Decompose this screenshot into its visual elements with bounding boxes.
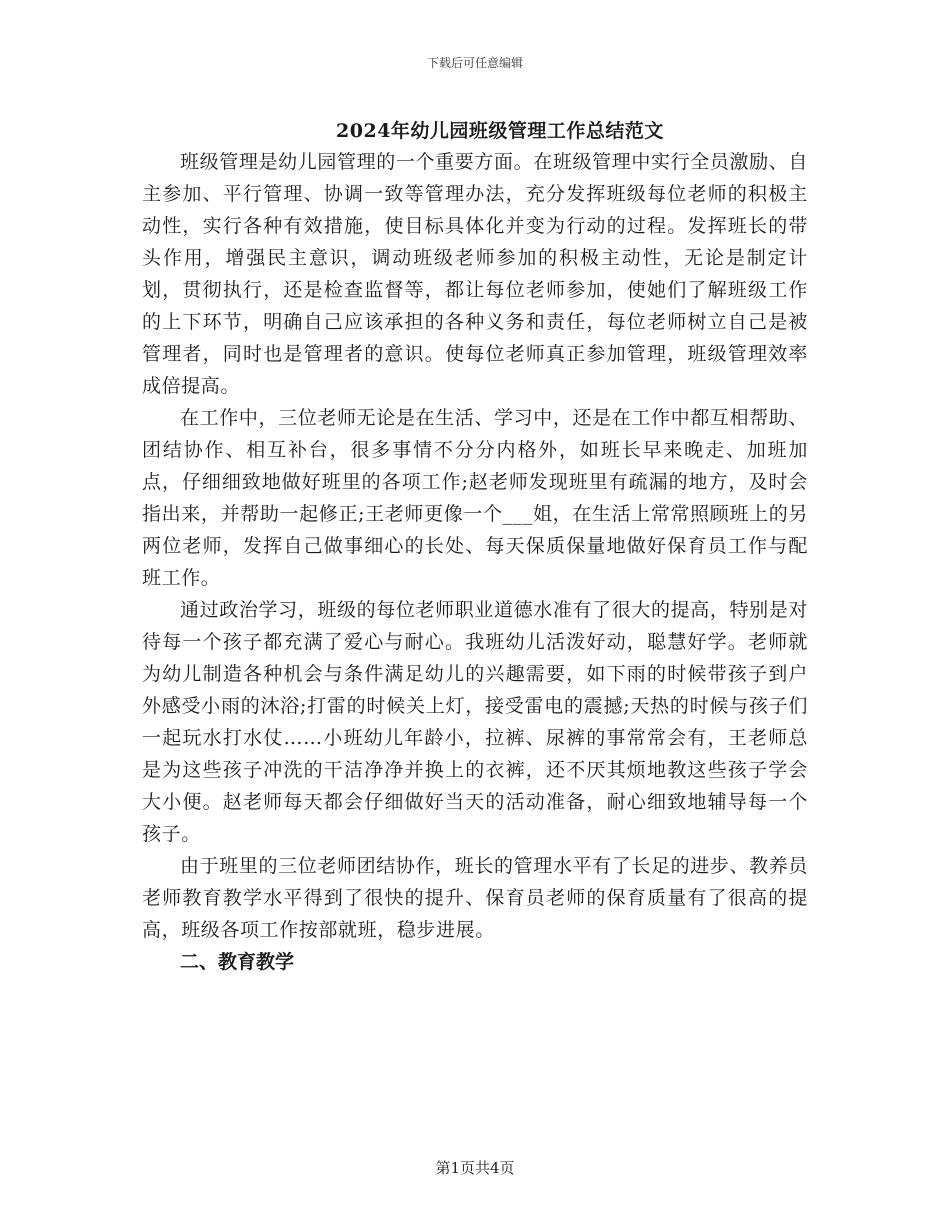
page-number-footer: 第1页共4页: [435, 1159, 515, 1177]
paragraph-teamwork: 在工作中，三位老师无论是在生活、学习中，还是在工作中都互相帮助、团结协作、相互补台，很多事情不分分内格外，如班长早来晚走、加班加点，仔细细致地做好班里的各项工作;赵老师发现班里有疏漏的地方，及时会指出来，并帮助一起修正;王老师更像一个___姐，在生活上常常照顾班上的另两位老师，发挥自己做事细心的长处、每天保质保量地做好保育员工作与配班工作。: [142, 407, 808, 589]
document-title: 2024年幼儿园班级管理工作总结范文: [336, 120, 664, 142]
section-heading-education: 二、教育教学: [180, 951, 295, 973]
paragraph-progress: 由于班里的三位老师团结协作，班长的管理水平有了长足的进步、教养员老师教育教学水平得到了很快的提升、保育员老师的保育质量有了很高的提高，班级各项工作按部就班，稳步进展。: [142, 855, 808, 941]
document-body: [142, 146, 808, 978]
header-note: 下载后可任意编辑: [426, 56, 523, 70]
paragraph-political-study: 通过政治学习，班级的每位老师职业道德水准有了很大的提高，特别是对待每一个孩子都充满了爱心与耐心。我班幼儿活泼好动，聪慧好学。老师就为幼儿制造各种机会与条件满足幼儿的兴趣需要，如下雨的时候带孩子到户外感受小雨的沐浴;打雷的时候关上灯，接受雷电的震撼;天热的时候与孩子们一起玩水打水仗……小班幼儿年龄小，拉裤、尿裤的事常常会有，王老师总是为这些孩子冲洗的干洁净净并换上的衣裤，还不厌其烦地教这些孩子学会大小便。赵老师每天都会仔细做好当天的活动准备，耐心细致地辅导每一个孩子。: [142, 599, 808, 845]
paragraph-class-management: 班级管理是幼儿园管理的一个重要方面。在班级管理中实行全员激励、自主参加、平行管理、协调一致等管理办法，充分发挥班级每位老师的积极主动性，实行各种有效措施，使目标具体化并变为行动的过程。发挥班长的带头作用，增强民主意识，调动班级老师参加的积极主动性，无论是制定计划，贯彻执行，还是检查监督等，都让每位老师参加，使她们了解班级工作的上下环节，明确自己应该承担的各种义务和责任，每位老师树立自己是被管理者，同时也是管理者的意识。使每位老师真正参加管理，班级管理效率成倍提高。: [142, 151, 808, 397]
